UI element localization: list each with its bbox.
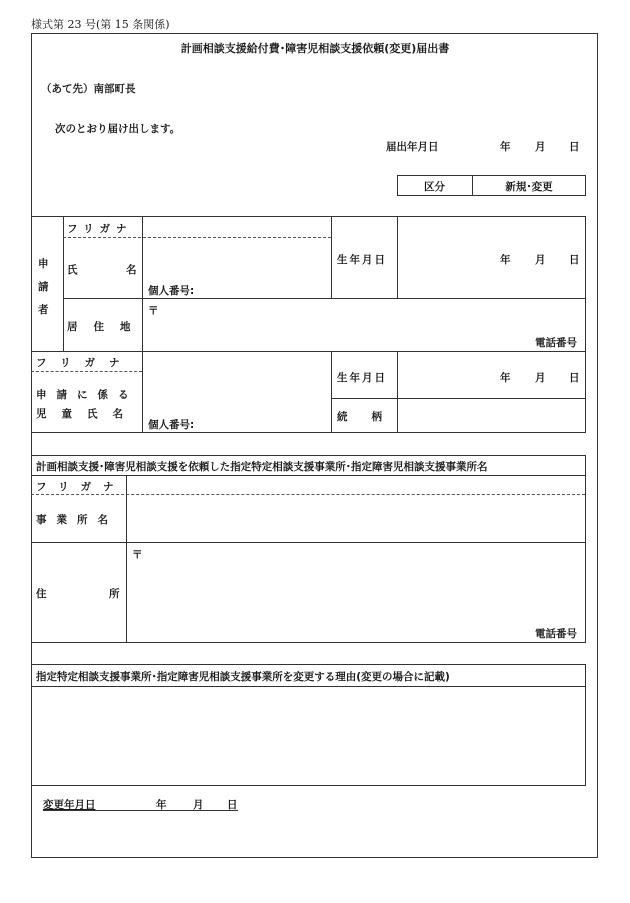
child-personal-number-label: 個人番号: <box>148 419 195 431</box>
submission-date-field[interactable] <box>440 136 580 154</box>
office-name-field[interactable] <box>127 495 584 541</box>
applicant-name-field[interactable] <box>143 238 330 278</box>
change-month-label: 月 <box>193 799 204 811</box>
applicant-birth-year: 年 <box>500 254 511 266</box>
applicant-birth-month: 月 <box>535 254 546 266</box>
form-title: 計画相談支援給付費･障害児相談支援依頼(変更)届出書 <box>180 42 450 55</box>
category-value[interactable]: 新規･変更 <box>505 181 553 193</box>
change-year-label: 年 <box>156 799 167 811</box>
child-name-label-line2: 児童氏名 <box>36 408 138 420</box>
change-date-field[interactable] <box>102 795 238 811</box>
child-birth-year: 年 <box>500 372 511 384</box>
applicant-address-label: 居住地 <box>67 321 147 333</box>
reason-field[interactable] <box>32 687 584 784</box>
form-number: 様式第 23 号(第 15 条関係) <box>31 18 170 31</box>
child-name-label-line1: 申請に係る <box>36 389 139 401</box>
category-label: 区分 <box>424 181 445 193</box>
office-address-label-right: 所 <box>109 588 120 600</box>
applicant-address-field[interactable] <box>143 299 584 350</box>
change-day-label: 日 <box>227 799 238 811</box>
child-furigana-label: フリガナ <box>36 357 134 369</box>
submission-day-label: 日 <box>569 141 580 153</box>
office-address-field[interactable] <box>127 543 584 641</box>
child-name-field[interactable] <box>143 372 330 412</box>
reason-header: 指定特定相談支援事業所･指定障害児相談支援事業所を変更する理由(変更の場合に記載) <box>36 671 450 683</box>
child-relation-label: 続柄 <box>337 411 406 423</box>
applicant-phone-label: 電話番号 <box>535 337 577 349</box>
office-postal-mark: 〒 <box>132 549 143 561</box>
applicant-personal-number-label: 個人番号: <box>148 285 195 297</box>
applicant-side-label-2: 請 <box>38 281 49 293</box>
applicant-birth-day: 日 <box>569 254 580 266</box>
applicant-birth-label: 生年月日 <box>337 254 387 266</box>
child-birth-day: 日 <box>569 372 580 384</box>
child-relation-field[interactable] <box>398 399 584 431</box>
applicant-furigana-field[interactable] <box>143 217 330 237</box>
child-birth-field[interactable] <box>398 352 584 397</box>
office-header: 計画相談支援･障害児相談支援を依頼した指定特定相談支援事業所･指定障害児相談支援事業所名 <box>36 461 488 473</box>
office-address-label-left: 住 <box>36 588 47 600</box>
submission-month-label: 月 <box>535 141 546 153</box>
applicant-side-label-3: 者 <box>38 304 49 316</box>
addressee: （あて先）南部町長 <box>41 83 136 95</box>
applicant-postal-mark: 〒 <box>148 305 159 317</box>
office-phone-label: 電話番号 <box>535 628 577 640</box>
submission-year-label: 年 <box>500 141 511 153</box>
office-furigana-label: フリガナ <box>36 481 126 493</box>
applicant-side-label-1: 申 <box>38 258 49 270</box>
change-date-label-text: 変更年月日 <box>43 799 96 811</box>
submission-date-label: 届出年月日 <box>386 141 439 153</box>
applicant-name-label-left: 氏 <box>67 264 78 276</box>
applicant-birth-field[interactable] <box>398 217 584 297</box>
office-furigana-field[interactable] <box>127 476 584 494</box>
child-birth-month: 月 <box>535 372 546 384</box>
statement: 次のとおり届け出します。 <box>55 123 181 135</box>
applicant-name-label-right: 名 <box>126 264 137 276</box>
applicant-furigana-label: フリガナ <box>67 223 133 235</box>
child-birth-label: 生年月日 <box>337 372 387 384</box>
child-furigana-field[interactable] <box>143 352 330 371</box>
office-name-label: 事業所名 <box>36 514 118 526</box>
